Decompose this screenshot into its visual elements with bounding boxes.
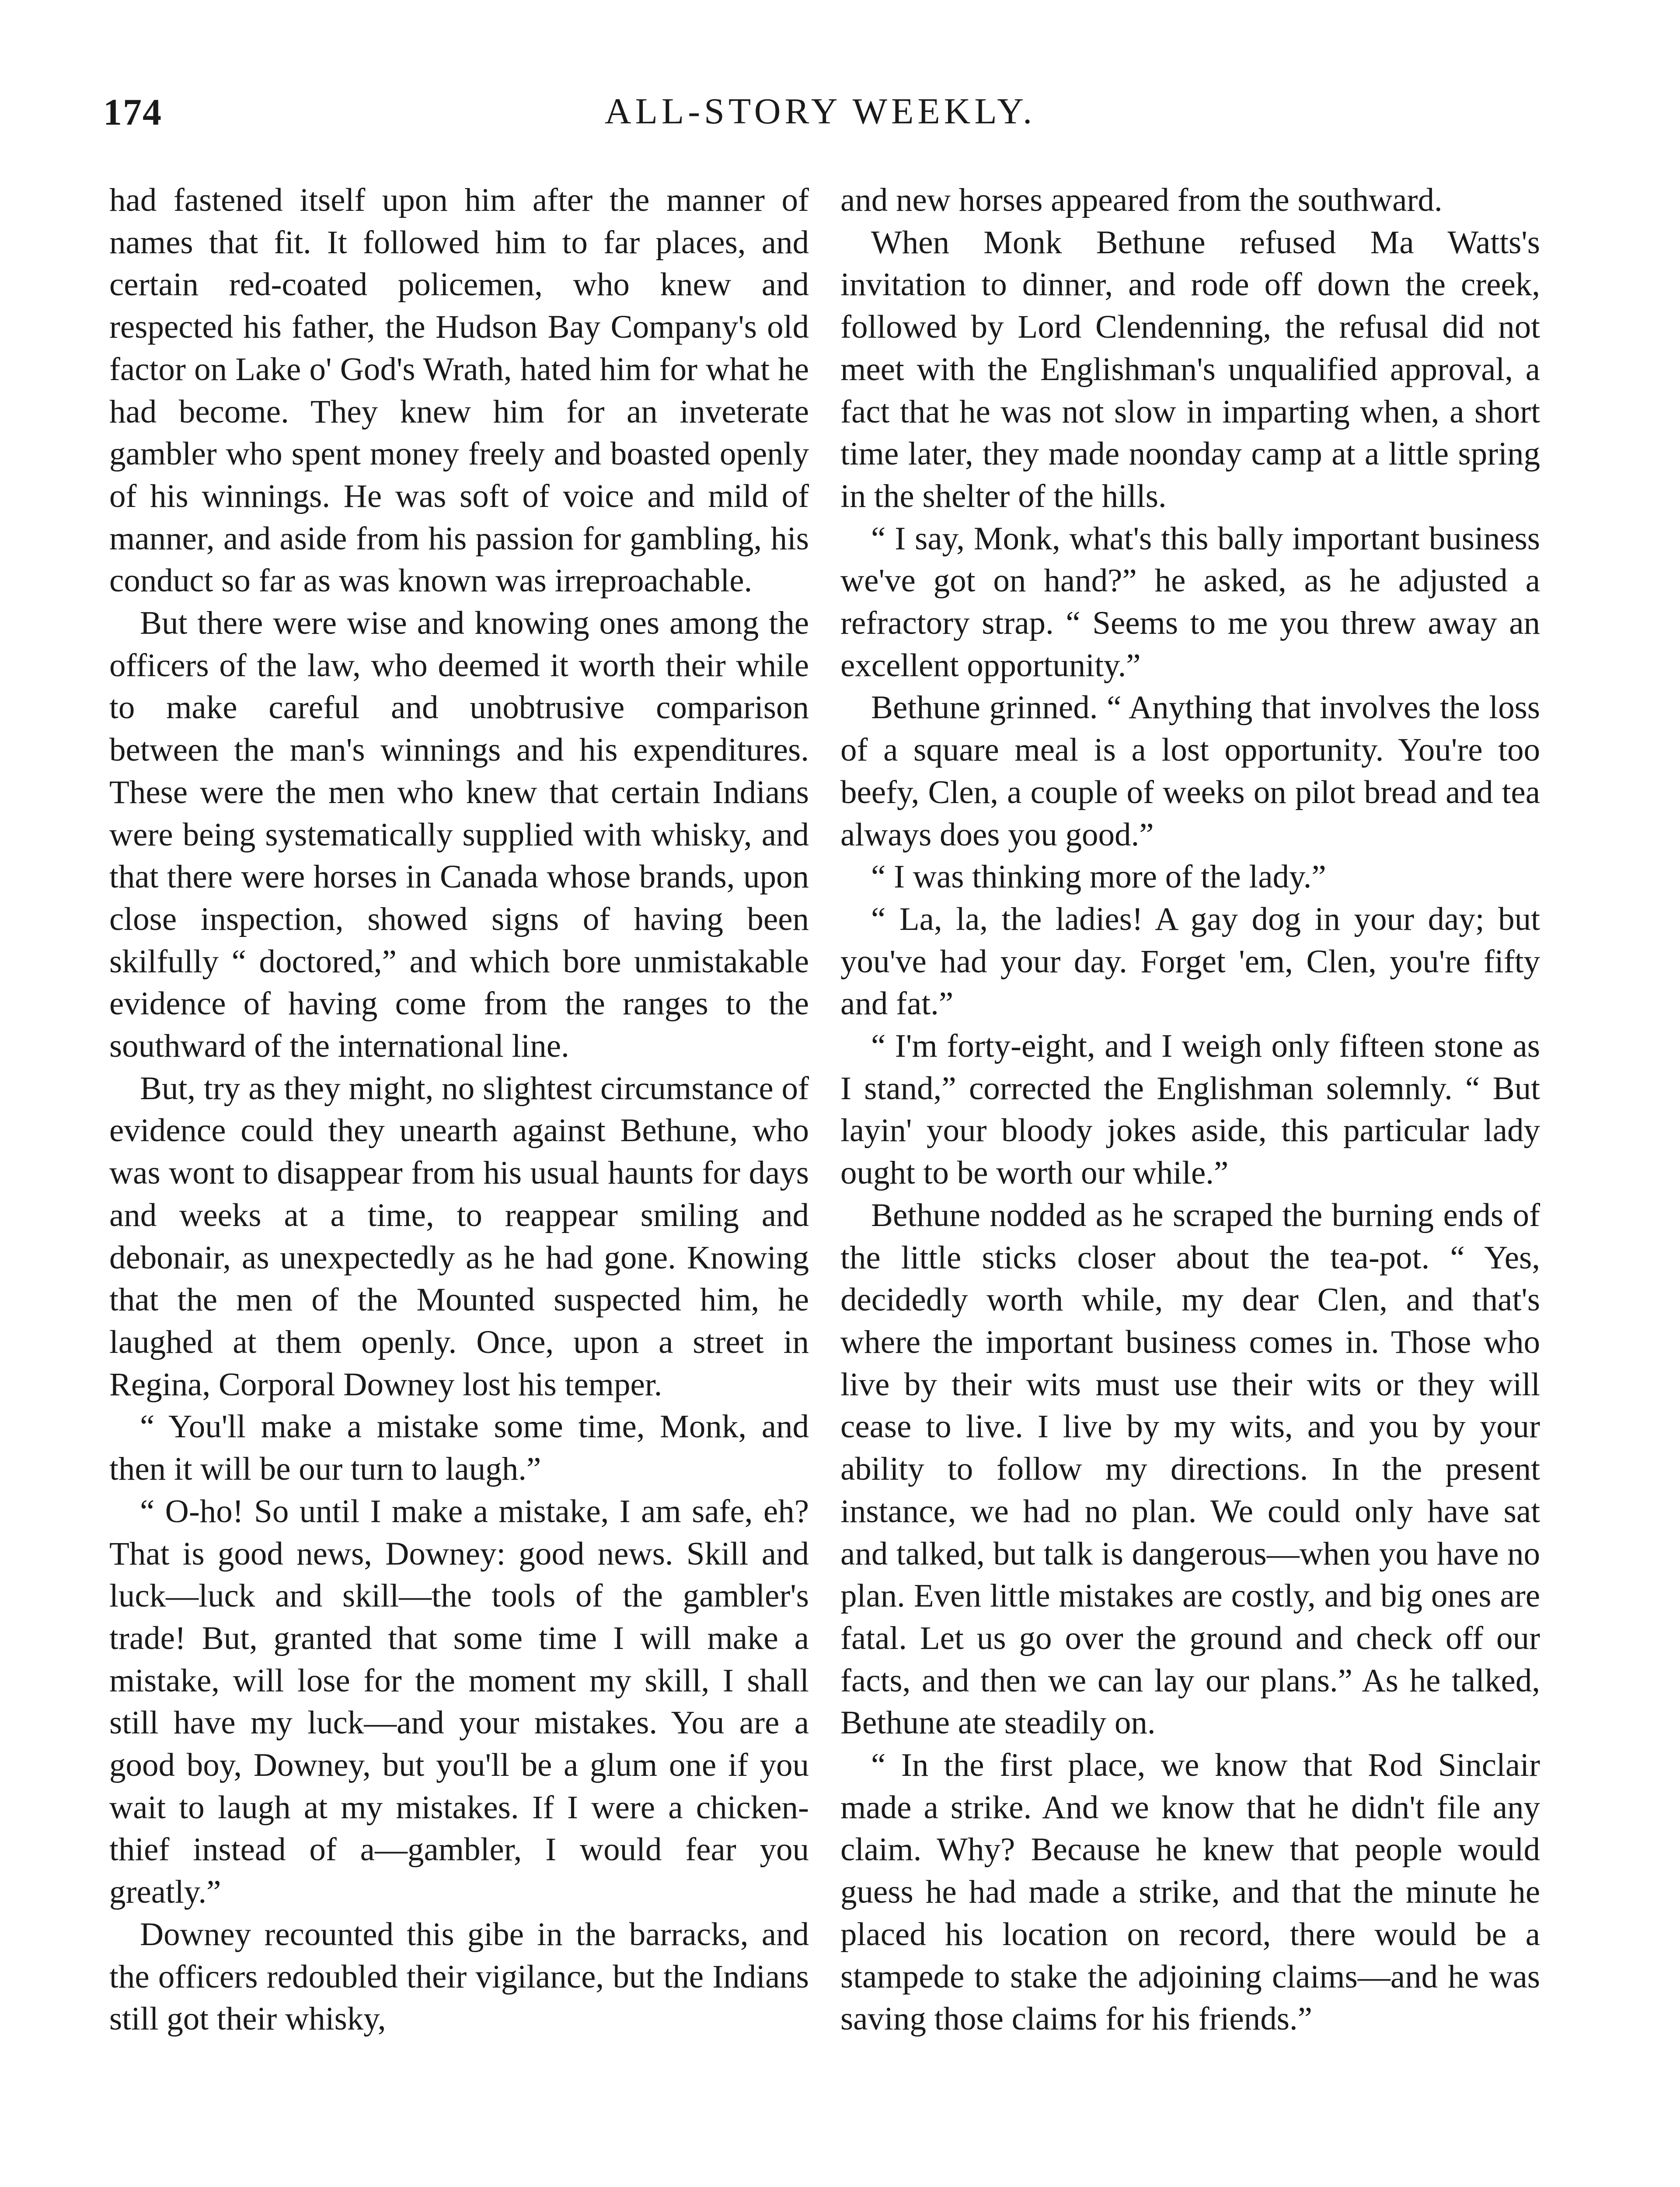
- magazine-title: ALL-STORY WEEKLY.: [604, 91, 1036, 132]
- right-column: [840, 179, 1540, 2040]
- paragraph: “ In the first place, we know that Rod Sinclair made a strike. And we know that he didn't file any claim. Why? Because he knew that people would guess he had made a strike, and that the minute he placed his location on record, there would be a stampede to stake the adjoining claims—and he was saving those claims for his friends.”: [840, 1747, 1540, 2037]
- paragraph: and new horses appeared from the southward.: [840, 182, 1443, 218]
- paragraph: “ La, la, the ladies! A gay dog in your day; but you've had your day. Forget 'em, Clen, you're fifty and fat.”: [840, 901, 1540, 1022]
- running-header: [103, 86, 1537, 151]
- paragraph: “ I was thinking more of the lady.”: [871, 859, 1326, 895]
- page-number: 174: [103, 91, 162, 133]
- left-column: [109, 179, 809, 2040]
- paragraph: “ O-ho! So until I make a mistake, I am safe, eh? That is good news, Downey: good news. Skill and luck—luck and skill—the tools of the gambler's trade! But, granted that some time I will make a mistake, will lose for the moment my skill, I shall still have my luck—and your mistakes. You are a good boy, Downey, but you'll be a glum one if you wait to laugh at my mistakes. If I were a chicken-thief instead of a—gambler, I would fear you greatly.”: [109, 1493, 809, 1911]
- paragraph: had fastened itself upon him after the manner of names that fit. It followed him to far places, and certain red-coated policemen, who knew and respected his father, the Hudson Bay Company's old factor on Lake o' God's Wrath, hated him for what he had become. They knew him for an inveterate gambler who spent money freely and boasted openly of his winnings. He was soft of voice and mild of manner, and aside from his passion for gambling, his conduct so far as was known was irreproachable.: [109, 182, 809, 599]
- paragraph: But, try as they might, no slightest circumstance of evidence could they unearth against Bethune, who was wont to disappear from his usual haunts for days and weeks at a time, to reappear smiling and debonair, as unexpectedly as he had gone. Knowing that the men of the Mounted suspected him, he laughed at them openly. Once, upon a street in Regina, Corporal Downey lost his temper.: [109, 1070, 809, 1403]
- paragraph: Downey recounted this gibe in the barracks, and the officers redoubled their vigilance, but the Indians still got their whisky,: [109, 1916, 809, 2037]
- paragraph: “ I say, Monk, what's this bally important business we've got on hand?” he asked, as he adjusted a refractory strap. “ Seems to me you threw away an excellent opportunity.”: [840, 520, 1540, 684]
- paragraph: “ I'm forty-eight, and I weigh only fifteen stone as I stand,” corrected the Englishman solemnly. “ But layin' your bloody jokes aside, this particular lady ought to be worth our while.”: [840, 1028, 1540, 1191]
- paragraph: But there were wise and knowing ones among the officers of the law, who deemed it worth their while to make careful and unobtrusive comparison between the man's winnings and his expenditures. These were the men who knew that certain Indians were being systematically supplied with whisky, and that there were horses in Canada whose brands, upon close inspection, showed signs of having been skilfully “ doctored,” and which bore unmistakable evidence of having come from the ranges to the southward of the international line.: [109, 605, 809, 1065]
- paragraph: Bethune nodded as he scraped the burning ends of the little sticks closer about the tea-pot. “ Yes, decidedly worth while, my dear Clen, and that's where the important business comes in. Those who live by their wits must use their wits or they will cease to live. I live by my wits, and you by your ability to follow my directions. In the present instance, we had no plan. We could only have sat and talked, but talk is dangerous—when you have no plan. Even little mistakes are costly, and big ones are fatal. Let us go over the ground and check off our facts, and then we can lay our plans.” As he talked, Bethune ate steadily on.: [840, 1197, 1540, 1741]
- paragraph: “ You'll make a mistake some time, Monk, and then it will be our turn to laugh.”: [109, 1408, 809, 1488]
- paragraph: When Monk Bethune refused Ma Watts's invitation to dinner, and rode off down the creek, followed by Lord Clendenning, the refusal did not meet with the Englishman's unqualified approval, a fact that he was not slow in imparting when, a short time later, they made noonday camp at a little spring in the shelter of the hills.: [840, 224, 1540, 514]
- paragraph: Bethune grinned. “ Anything that involves the loss of a square meal is a lost opportunity. You're too beefy, Clen, a couple of weeks on pilot bread and tea always does you good.”: [840, 689, 1540, 853]
